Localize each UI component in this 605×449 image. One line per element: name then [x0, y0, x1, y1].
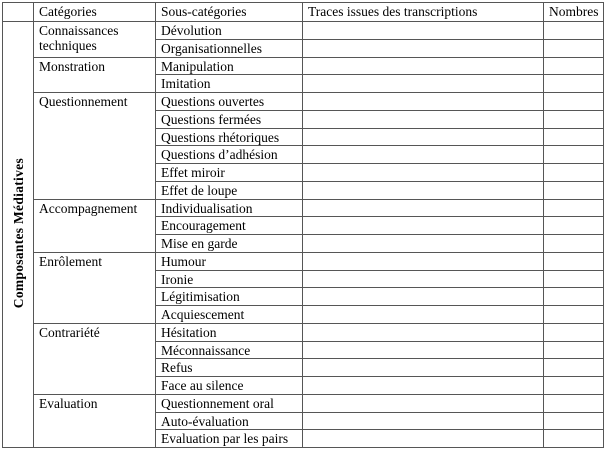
traces-cell	[303, 252, 544, 270]
subcategory-cell: Questionnement oral	[156, 394, 303, 412]
header-traces: Traces issues des transcriptions	[303, 3, 544, 22]
subcategory-cell: Imitation	[156, 75, 303, 93]
traces-cell	[303, 199, 544, 217]
traces-cell	[303, 146, 544, 164]
subcategory-cell: Encouragement	[156, 217, 303, 235]
subcategory-cell: Mise en garde	[156, 235, 303, 253]
numbers-cell	[544, 412, 604, 430]
category-cell: Questionnement	[34, 93, 156, 200]
numbers-cell	[544, 199, 604, 217]
category-cell: Enrôlement	[34, 252, 156, 323]
subcategory-cell: Méconnaissance	[156, 341, 303, 359]
subcategory-cell: Acquiescement	[156, 306, 303, 324]
table-row	[3, 57, 604, 75]
subcategory-cell: Questions ouvertes	[156, 93, 303, 111]
traces-cell	[303, 430, 544, 448]
category-cell: Contrariété	[34, 323, 156, 394]
subcategory-cell: Questions fermées	[156, 110, 303, 128]
numbers-cell	[544, 146, 604, 164]
numbers-cell	[544, 359, 604, 377]
traces-cell	[303, 359, 544, 377]
table-row	[3, 394, 604, 412]
numbers-cell	[544, 323, 604, 341]
header-numbers: Nombres	[544, 3, 604, 22]
subcategory-cell: Hésitation	[156, 323, 303, 341]
subcategory-cell: Effet de loupe	[156, 181, 303, 199]
traces-cell	[303, 39, 544, 57]
header-subcategories: Sous-catégories	[156, 3, 303, 22]
numbers-cell	[544, 128, 604, 146]
subcategory-cell: Effet miroir	[156, 164, 303, 182]
numbers-cell	[544, 164, 604, 182]
subcategory-cell: Organisationnelles	[156, 39, 303, 57]
numbers-cell	[544, 394, 604, 412]
traces-cell	[303, 323, 544, 341]
numbers-cell	[544, 75, 604, 93]
traces-cell	[303, 93, 544, 111]
numbers-cell	[544, 39, 604, 57]
table-row	[3, 323, 604, 341]
table-container	[2, 2, 604, 448]
numbers-cell	[544, 430, 604, 448]
traces-cell	[303, 181, 544, 199]
table-row	[3, 199, 604, 217]
numbers-cell	[544, 217, 604, 235]
numbers-cell	[544, 22, 604, 40]
subcategory-cell: Dévolution	[156, 22, 303, 40]
subcategory-cell: Refus	[156, 359, 303, 377]
numbers-cell	[544, 181, 604, 199]
traces-cell	[303, 110, 544, 128]
subcategory-cell: Auto-évaluation	[156, 412, 303, 430]
subcategory-cell: Individualisation	[156, 199, 303, 217]
subcategory-cell: Ironie	[156, 270, 303, 288]
traces-cell	[303, 128, 544, 146]
numbers-cell	[544, 270, 604, 288]
traces-cell	[303, 57, 544, 75]
numbers-cell	[544, 93, 604, 111]
category-cell: Monstration	[34, 57, 156, 93]
header-categories: Catégories	[34, 3, 156, 22]
numbers-cell	[544, 235, 604, 253]
category-cell: Evaluation	[34, 394, 156, 447]
subcategory-cell: Manipulation	[156, 57, 303, 75]
side-label: Composantes Médiatives	[10, 157, 26, 309]
category-cell: Connaissances techniques	[34, 22, 156, 58]
category-cell: Accompagnement	[34, 199, 156, 252]
traces-cell	[303, 22, 544, 40]
table-row	[3, 93, 604, 111]
traces-cell	[303, 288, 544, 306]
traces-cell	[303, 235, 544, 253]
header-row	[3, 3, 604, 22]
traces-cell	[303, 270, 544, 288]
side-label-cell	[3, 22, 34, 448]
traces-cell	[303, 75, 544, 93]
traces-cell	[303, 217, 544, 235]
subcategory-cell: Evaluation par les pairs	[156, 430, 303, 448]
traces-cell	[303, 412, 544, 430]
traces-cell	[303, 306, 544, 324]
traces-cell	[303, 377, 544, 395]
numbers-cell	[544, 110, 604, 128]
subcategory-cell: Questions rhétoriques	[156, 128, 303, 146]
subcategory-cell: Légitimisation	[156, 288, 303, 306]
traces-cell	[303, 164, 544, 182]
numbers-cell	[544, 252, 604, 270]
numbers-cell	[544, 57, 604, 75]
numbers-cell	[544, 306, 604, 324]
numbers-cell	[544, 377, 604, 395]
numbers-cell	[544, 288, 604, 306]
table-row	[3, 22, 604, 40]
subcategory-cell: Humour	[156, 252, 303, 270]
traces-cell	[303, 341, 544, 359]
mediative-components-table	[2, 2, 604, 448]
traces-cell	[303, 394, 544, 412]
numbers-cell	[544, 341, 604, 359]
table-row	[3, 252, 604, 270]
subcategory-cell: Face au silence	[156, 377, 303, 395]
corner-cell	[3, 3, 34, 22]
subcategory-cell: Questions d’adhésion	[156, 146, 303, 164]
